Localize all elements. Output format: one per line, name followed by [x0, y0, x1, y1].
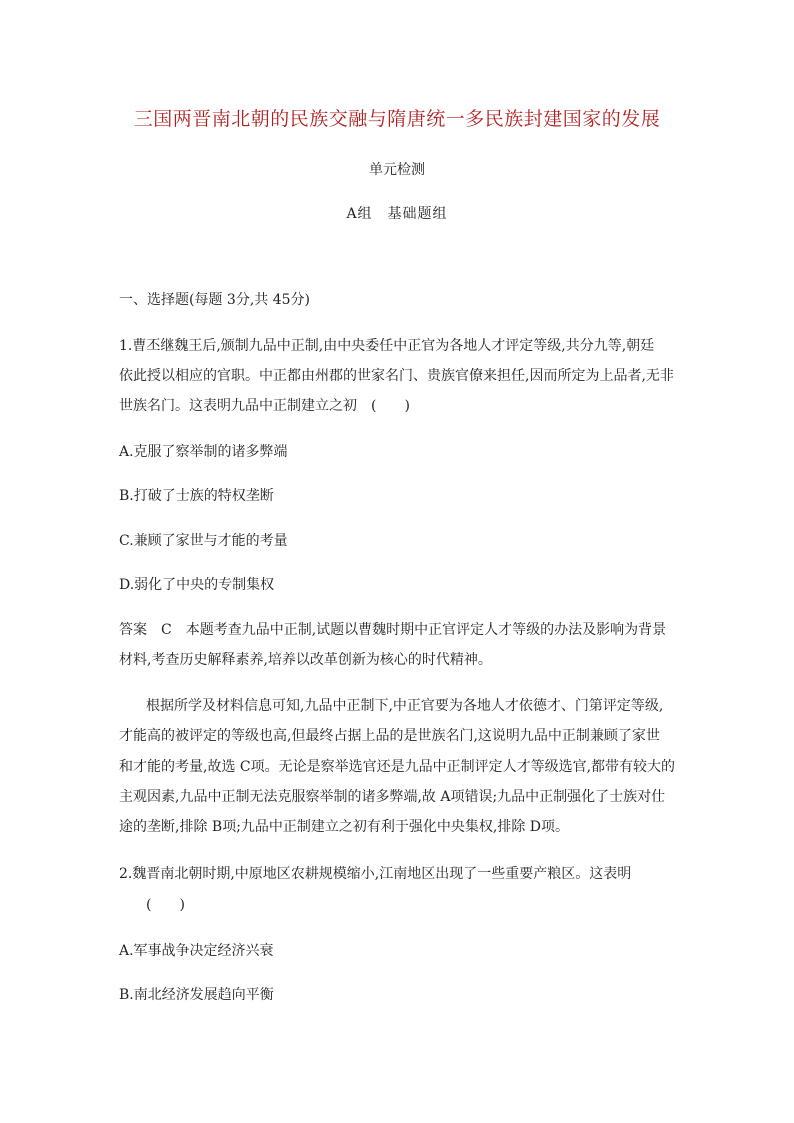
question-1-analysis-line: 主观因素,九品中正制无法克服察举制的诸多弊端,故 A项错误;九品中正制强化了士族对仕: [119, 789, 666, 805]
question-1-option-a: A.克服了察举制的诸多弊端: [119, 444, 288, 460]
question-1-option-b: B.打破了士族的特权垄断: [119, 488, 274, 504]
question-2-option-b: B.南北经济发展趋向平衡: [119, 987, 274, 1003]
question-1-analysis-line: 途的垄断,排除 B项;九品中正制建立之初有利于强化中央集权,排除 D项。: [119, 819, 570, 835]
question-2-answer-bracket: ( ): [146, 897, 185, 913]
question-2-stem-line: 2.魏晋南北朝时期,中原地区农耕规模缩小,江南地区出现了一些重要产粮区。这表明: [119, 866, 632, 882]
question-1-answer-line: 材料,考查历史解释素养,培养以改革创新为核心的时代精神。: [119, 652, 492, 668]
question-1-answer-line: 答案 C 本题考查九品中正制,试题以曹魏时期中正官评定人才等级的办法及影响为背景: [119, 622, 667, 638]
document-title: 三国两晋南北朝的民族交融与隋唐统一多民族封建国家的发展: [133, 108, 661, 130]
question-2-option-a: A.军事战争决定经济兴衰: [119, 943, 274, 959]
question-1-analysis-line: 和才能的考量,故选 C项。无论是察举选官还是九品中正制评定人才等级选官,都带有较大的: [119, 759, 676, 775]
question-1-analysis-line: 根据所学及材料信息可知,九品中正制下,中正官要为各地人才依德才、门第评定等级,: [146, 698, 664, 714]
document-subtitle: 单元检测: [369, 162, 425, 178]
question-1-stem-line: 1.曹丕继魏王后,颁制九品中正制,由中央委任中正官为各地人才评定等级,共分九等,朝廷: [119, 338, 655, 354]
question-1-stem-line: 依此授以相应的官职。中正都由州郡的世家名门、贵族官僚来担任,因而所定为上品者,无非: [119, 368, 674, 384]
question-group-label: A组 基础题组: [346, 206, 448, 222]
section-heading: 一、选择题(每题 3分,共 45分): [119, 292, 310, 308]
question-1-stem-line: 世族名门。这表明九品中正制建立之初 ( ): [119, 398, 410, 414]
question-1-option-d: D.弱化了中央的专制集权: [119, 577, 275, 593]
question-1-option-c: C.兼顾了家世与才能的考量: [119, 533, 288, 549]
question-1-analysis-line: 才能高的被评定的等级也高,但最终占据上品的是世族名门,这说明九品中正制兼顾了家世: [119, 728, 660, 744]
